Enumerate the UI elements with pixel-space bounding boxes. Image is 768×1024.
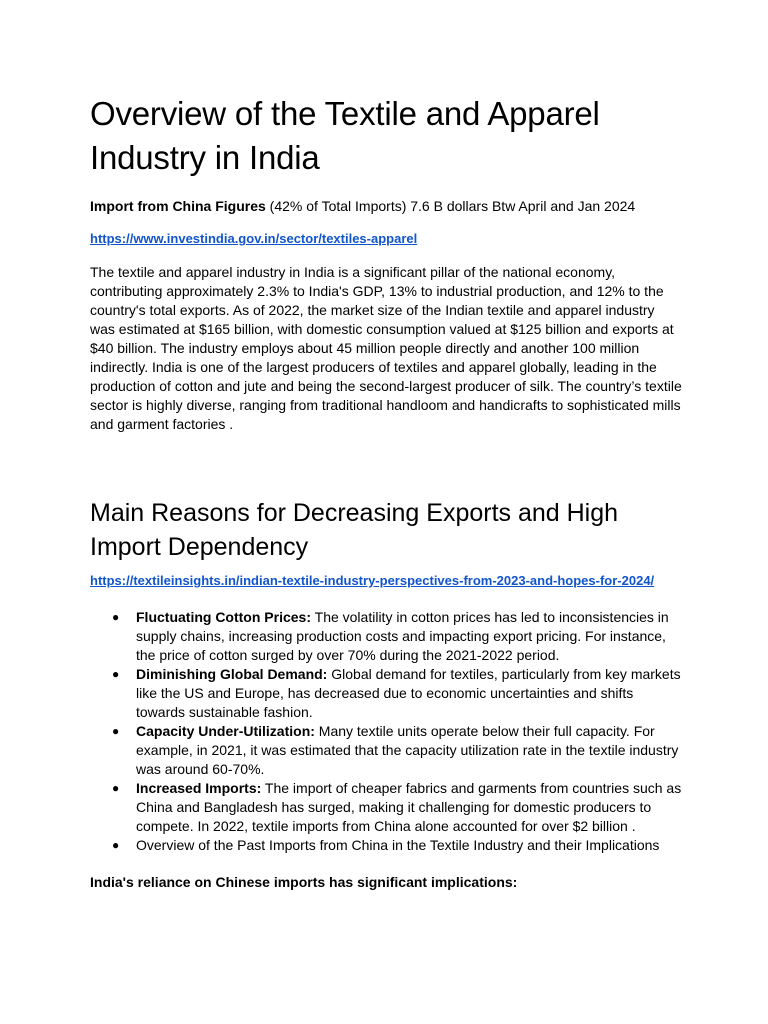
page-title: Overview of the Textile and Apparel Industry in India (90, 95, 600, 176)
list-item-text: Many textile units operate below their full capacity. For example, in 2021, it was estimated that the capacity utilization rate in the textile industry was around 60-70%. (136, 723, 679, 777)
list-item-label: Capacity Under-Utilization: (136, 723, 315, 739)
list-item-label: Fluctuating Cotton Prices: (136, 609, 311, 625)
section-heading: Main Reasons for Decreasing Exports and High Import Dependency (90, 499, 619, 561)
bullet-icon: ● (112, 610, 120, 624)
bullet-icon: ● (112, 724, 120, 738)
bullet-icon: ● (112, 838, 120, 852)
import-figures-label: Import from China Figures (90, 198, 266, 214)
reasons-list (90, 608, 686, 855)
textileinsights-link[interactable]: https://textileinsights.in/indian-textile-industry-perspectives-from-2023-and-hopes-for-2024/ (90, 573, 655, 588)
list-item (90, 779, 686, 836)
investindia-link[interactable]: https://www.investindia.gov.in/sector/textiles-apparel (90, 231, 418, 246)
list-item-label: Diminishing Global Demand: (136, 666, 328, 682)
overview-paragraph: The textile and apparel industry in India is a significant pillar of the national economy, contributing approximately 2.3% to India's GDP, 13% to industrial production, and 12% to the country's total exports. As of 2022, the market size of the Indian textile and apparel industry was estimated at $165 billion, with domestic consumption valued at $125 billion and exports at $40 billion. The industry employs about 45 million people directly and another 100 million indirectly. India is one of the largest producers of textiles and apparel globally, leading in the production of cotton and jute and being the second-largest producer of silk. The country’s textile sector is highly diverse, ranging from traditional handloom and handicrafts to sophisticated mills and garment factories . (90, 264, 682, 432)
list-item-text: The import of cheaper fabrics and garments from countries such as China and Bangladesh has surged, making it challenging for domestic producers to compete. In 2022, textile imports from China alone accounted for over $2 billion . (136, 780, 682, 834)
list-item-text: Overview of the Past Imports from China in the Textile Industry and their Implications (136, 837, 660, 853)
bullet-icon: ● (112, 667, 120, 681)
list-item-label: Increased Imports: (136, 780, 262, 796)
list-item (90, 665, 686, 722)
bullet-icon: ● (112, 781, 120, 795)
import-figures-text: (42% of Total Imports) 7.6 B dollars Btw April and Jan 2024 (265, 198, 636, 214)
list-item (90, 722, 686, 779)
list-item (90, 608, 686, 665)
list-item (90, 836, 686, 855)
list-item-text: Global demand for textiles, particularly from key markets like the US and Europe, has decreased due to economic uncertainties and shifts towards sustainable fashion. (136, 666, 681, 720)
import-figures-line (90, 197, 690, 215)
list-item-text: The volatility in cotton prices has led to inconsistencies in supply chains, increasing production costs and impacting export pricing. For instance, the price of cotton surged by over 70% during the 2021-2022 period. (136, 609, 669, 663)
reliance-heading: India's reliance on Chinese imports has significant implications: (90, 874, 518, 890)
